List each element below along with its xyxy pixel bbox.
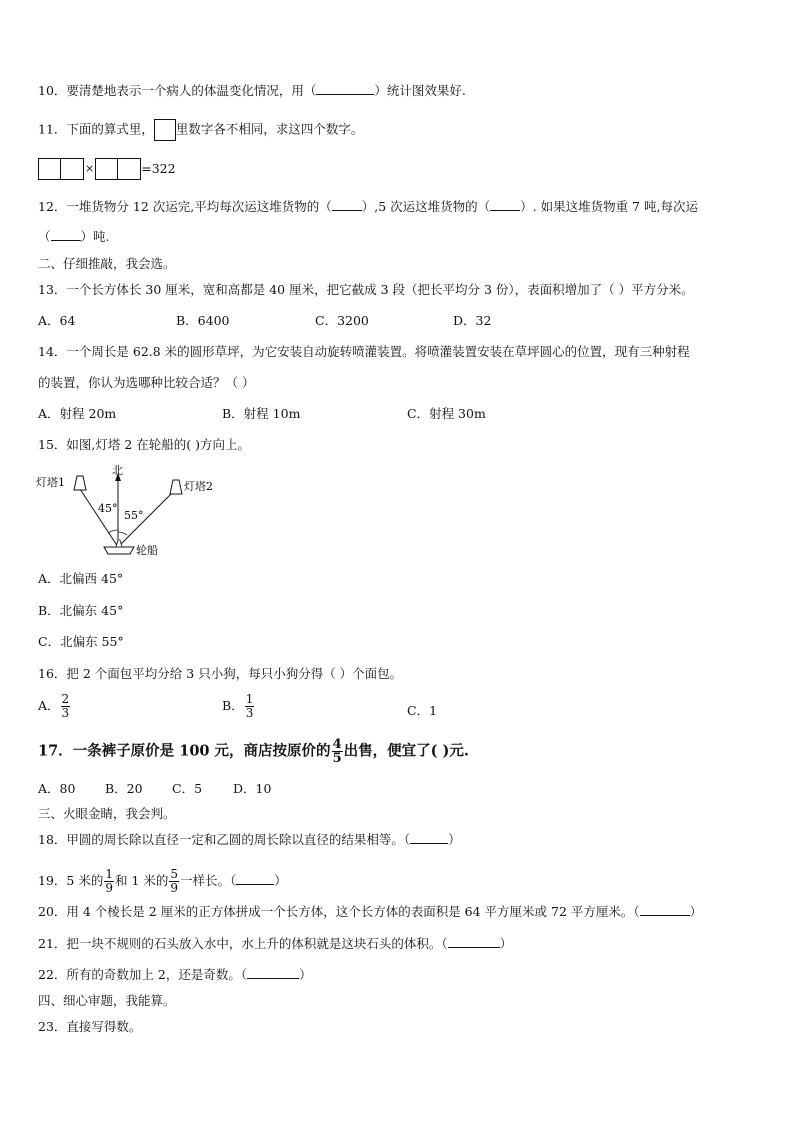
- fraction: [245, 693, 255, 720]
- bracket-close: ）: [274, 873, 287, 888]
- question-text: 出售，便宜了( )元.: [343, 742, 469, 760]
- question-number: 21．: [38, 936, 67, 951]
- option-d[interactable]: D．10: [233, 781, 272, 796]
- denominator: 3: [245, 706, 254, 720]
- option-c[interactable]: C．5: [172, 781, 203, 796]
- question-11: [38, 119, 363, 141]
- angle-arc-45: [108, 530, 118, 533]
- option-a[interactable]: A．射程 20m: [38, 406, 117, 421]
- question-number: 17．: [38, 742, 73, 760]
- section-heading-2: 二、仔细推敲，我会选。: [38, 256, 176, 271]
- question-21: [38, 936, 512, 952]
- question-text: ）. 如果这堆货物重 7 吨,每次运: [520, 199, 698, 214]
- question-number: 13．: [38, 282, 67, 297]
- question-number: 15．: [38, 437, 67, 452]
- question-text: ）,5 次运这堆货物的（: [361, 199, 491, 214]
- question-12-line1: [38, 199, 698, 215]
- option-c[interactable]: C．射程 30m: [407, 406, 486, 421]
- digit-box[interactable]: [61, 158, 84, 180]
- digit-box[interactable]: [95, 158, 118, 180]
- question-19: [38, 868, 287, 895]
- question-text: 用 4 个棱长是 2 厘米的正方体拼成一个长方体，这个长方体的表面积是 64 平方厘米或 72 平方厘米。（: [66, 904, 640, 919]
- numerator: 4: [332, 737, 342, 752]
- question-number: 20．: [38, 904, 67, 919]
- numerator: 2: [61, 692, 70, 706]
- north-label: 北: [112, 464, 123, 477]
- angle-arc-55: [118, 532, 127, 535]
- question-text: 一个周长是 62.8 米的圆形草坪，为它安装自动旋转喷灌装置。将喷灌装置安装在草坪圆心的位置，现有三种射程: [66, 344, 690, 359]
- option-a[interactable]: A．64: [38, 313, 76, 328]
- digit-box-icon: [154, 119, 176, 141]
- denominator: 9: [170, 881, 179, 895]
- answer-blank[interactable]: [247, 967, 299, 979]
- tower2-label: 灯塔2: [184, 480, 213, 493]
- fraction: [61, 693, 71, 720]
- fraction: [332, 738, 343, 765]
- question-text: 一个长方体长 30 厘米，宽和高都是 40 厘米，把它截成 3 段（把长平均分 3 份），表面积增加了（ ）平方分米。: [66, 282, 694, 297]
- question-text: ）吨.: [80, 229, 110, 244]
- question-text: 甲圆的周长除以直径一定和乙圆的周长除以直径的结果相等。（: [66, 832, 411, 847]
- option-a[interactable]: A．北偏西 45°: [38, 571, 124, 586]
- answer-blank[interactable]: [640, 904, 690, 916]
- angle-label-45: 45°: [98, 502, 118, 515]
- lighthouse-2-icon: [170, 480, 182, 494]
- question-18: [38, 832, 461, 848]
- option-label: B．: [222, 698, 244, 713]
- question-text: 把 2 个面包平均分给 3 只小狗，每只小狗分得（ ）个面包。: [66, 666, 403, 681]
- answer-blank[interactable]: [410, 832, 448, 844]
- bracket-close: ）: [689, 904, 703, 919]
- times-sign: ×: [85, 162, 95, 175]
- line-to-tower1: [80, 489, 118, 547]
- option-d[interactable]: D．32: [453, 313, 492, 328]
- question-number: 18．: [38, 832, 67, 847]
- question-text: 和 1 米的: [114, 873, 169, 888]
- question-number: 23．: [38, 1019, 67, 1034]
- option-c[interactable]: C．3200: [315, 313, 369, 328]
- direction-diagram: [36, 462, 236, 562]
- ship-icon: [104, 547, 134, 554]
- question-text: 里数字各不相同，求这四个数字。: [175, 121, 364, 137]
- question-23: [38, 1019, 141, 1035]
- ship-label: 轮船: [136, 544, 158, 557]
- question-text: 如图,灯塔 2 在轮船的( )方向上。: [66, 437, 251, 452]
- question-number: 16．: [38, 666, 67, 681]
- option-c[interactable]: C．北偏东 55°: [38, 634, 124, 649]
- tower1-label: 灯塔1: [36, 476, 65, 489]
- option-c[interactable]: C．1: [407, 703, 438, 718]
- question-text: 一堆货物分 12 次运完,平均每次运这堆货物的（: [66, 199, 332, 214]
- question-10: [38, 83, 466, 99]
- answer-blank[interactable]: [490, 199, 520, 211]
- equation-row: [38, 158, 176, 180]
- question-text: 5 米的: [66, 873, 104, 888]
- digit-box[interactable]: [38, 158, 61, 180]
- left-digit-boxes: [38, 158, 84, 180]
- option-b[interactable]: B．北偏东 45°: [38, 603, 124, 618]
- denominator: 9: [105, 881, 113, 895]
- option-a[interactable]: A．80: [38, 781, 76, 796]
- question-12-line2: [38, 229, 110, 245]
- question-text: 所有的奇数加上 2，还是奇数。（: [66, 967, 248, 982]
- question-text: 下面的算式里，: [66, 121, 154, 137]
- numerator: 1: [245, 692, 254, 706]
- fraction: [169, 868, 179, 895]
- equation-result: =322: [141, 161, 176, 176]
- lighthouse-1-icon: [74, 476, 86, 490]
- ship-cabin-icon: [116, 540, 122, 547]
- bracket-close: ）: [499, 936, 513, 951]
- option-b[interactable]: [222, 693, 255, 720]
- section-heading-3: 三、火眼金睛，我会判。: [38, 806, 176, 821]
- digit-box[interactable]: [118, 158, 141, 180]
- section-heading-4: 四、细心审题，我能算。: [38, 993, 176, 1008]
- right-digit-boxes: [95, 158, 141, 180]
- question-13: [38, 282, 694, 298]
- question-14-line1: [38, 344, 690, 360]
- question-22: [38, 967, 312, 983]
- option-label: A．: [38, 698, 60, 713]
- question-17: [38, 738, 469, 765]
- numerator: 1: [105, 867, 113, 881]
- question-14-line2: 的装置，你认为选哪种比较合适？（ ）: [38, 375, 255, 390]
- question-number: 12．: [38, 199, 67, 214]
- question-text: （: [38, 229, 51, 244]
- question-number: 14．: [38, 344, 67, 359]
- answer-blank[interactable]: [332, 199, 362, 211]
- numerator: 5: [170, 867, 179, 881]
- question-number: 19．: [38, 873, 67, 888]
- answer-blank[interactable]: [448, 936, 500, 948]
- question-text: 一样长。（: [180, 873, 237, 888]
- answer-blank[interactable]: [236, 873, 274, 885]
- answer-blank[interactable]: [316, 83, 374, 95]
- option-b[interactable]: B．射程 10m: [222, 406, 301, 421]
- bracket-close: ）: [448, 832, 461, 847]
- option-b[interactable]: B．6400: [176, 313, 230, 328]
- question-number: 10．: [38, 83, 67, 98]
- denominator: 5: [332, 751, 342, 766]
- denominator: 3: [61, 706, 70, 720]
- question-text: 把一块不规则的石头放入水中，水上升的体积就是这块石头的体积。（: [66, 936, 448, 951]
- fraction: [104, 868, 114, 895]
- option-a[interactable]: [38, 693, 71, 720]
- question-20: [38, 904, 702, 920]
- angle-label-55: 55°: [124, 509, 144, 522]
- option-b[interactable]: B．20: [105, 781, 143, 796]
- question-text: ）统计图效果好.: [374, 83, 466, 98]
- question-16: [38, 666, 402, 682]
- question-number: 11．: [38, 121, 67, 137]
- bracket-close: ）: [299, 967, 312, 982]
- answer-blank[interactable]: [51, 229, 81, 241]
- question-15: [38, 437, 250, 453]
- question-number: 22．: [38, 967, 67, 982]
- question-text: 一条裤子原价是 100 元，商店按原价的: [72, 742, 331, 760]
- question-text: 要清楚地表示一个病人的体温变化情况，用（: [66, 83, 317, 98]
- question-text: 直接写得数。: [66, 1019, 142, 1034]
